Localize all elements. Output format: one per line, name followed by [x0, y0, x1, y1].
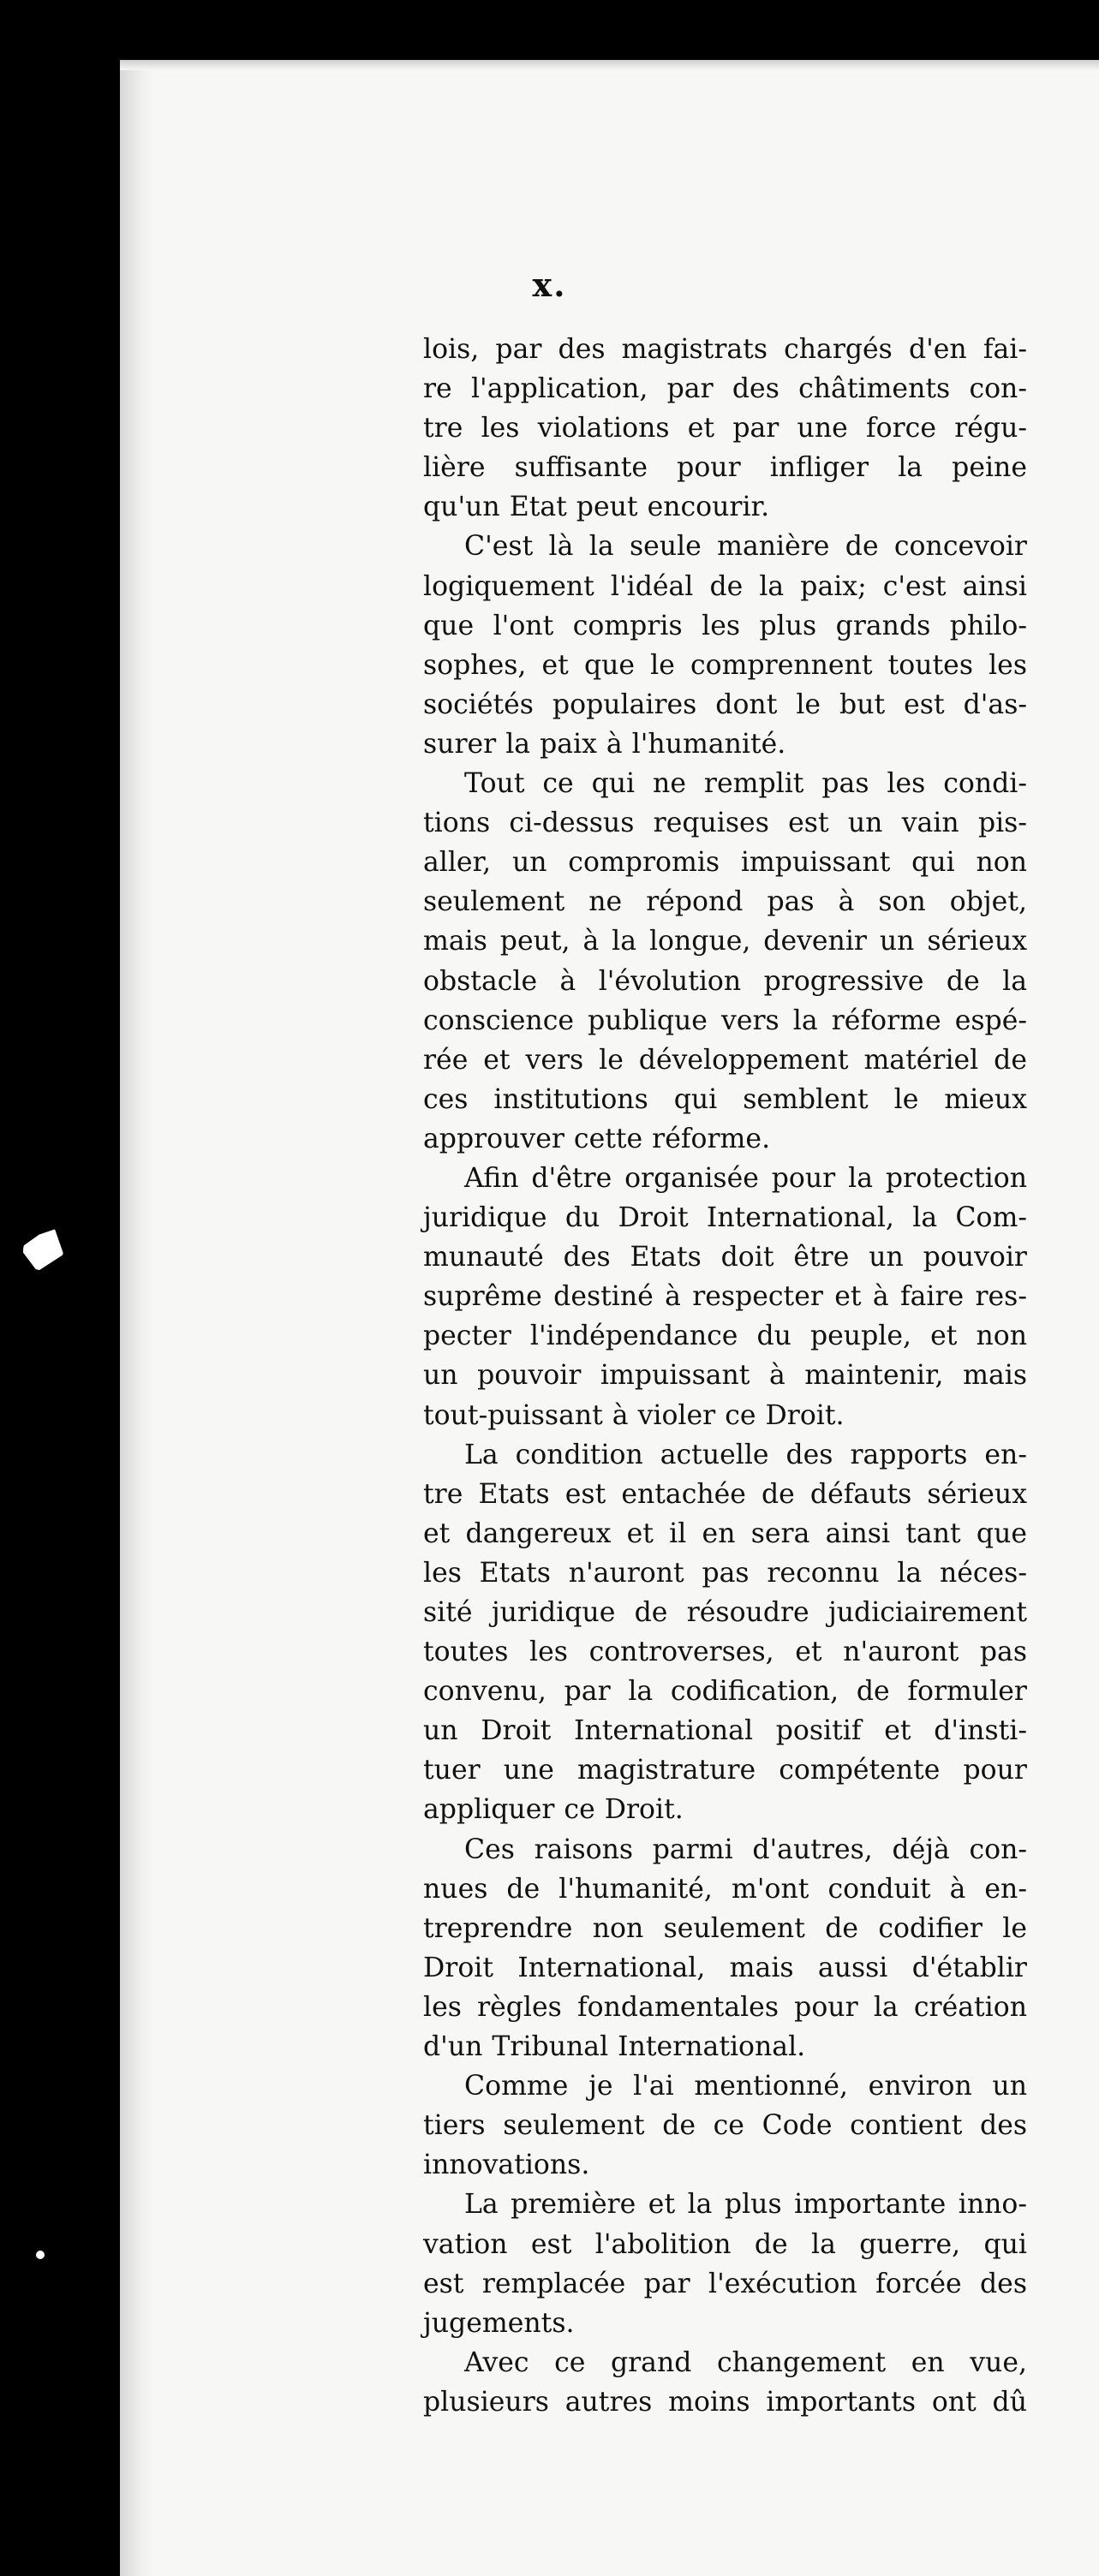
text-line: lière suffisante pour infliger la peine: [423, 452, 1027, 484]
text-line: approuver cette réforme.: [423, 1123, 771, 1154]
page-top-edge: [120, 60, 1099, 70]
text-line: aller, un compromis impuissant qui non: [423, 847, 1027, 879]
text-line: sophes, et que le comprennent toutes les: [423, 649, 1027, 681]
text-line: surer la paix à l'humanité.: [423, 728, 786, 760]
text-line: les Etats n'auront pas reconnu la néces-: [423, 1557, 1027, 1589]
text-line: est remplacée par l'exécution forcée des: [423, 2268, 1027, 2299]
page-edge-shadow: [120, 60, 154, 2576]
text-line: plusieurs autres moins importants ont dû: [423, 2386, 1027, 2418]
text-line: rée et vers le développement matériel de: [423, 1044, 1027, 1076]
scan-artifact-dot: [36, 2251, 45, 2259]
text-line: ces institutions qui semblent le mieux: [423, 1083, 1027, 1115]
text-line: tre Etats est entachée de défauts sérieux: [423, 1478, 1027, 1510]
text-line: qu'un Etat peut encourir.: [423, 492, 770, 523]
text-line: tions ci-dessus requises est un vain pis-: [423, 808, 1027, 839]
text-line: seulement ne répond pas à son objet,: [423, 886, 1027, 918]
text-line: La condition actuelle des rapports en-: [464, 1439, 1027, 1470]
text-line: re l'application, par des châtiments con-: [423, 373, 1027, 405]
scan-artifact-spot: [15, 1219, 73, 1279]
text-line: un Droit International positif et d'insti-: [423, 1715, 1027, 1747]
text-line: C'est là la seule manière de concevoir: [464, 531, 1027, 563]
body-text: [423, 330, 1027, 2422]
text-line: Afin d'être organisée pour la protection: [464, 1162, 1027, 1194]
text-line: treprendre non seulement de codifier le: [423, 1912, 1027, 1944]
text-line: pecter l'indépendance du peuple, et non: [423, 1321, 1027, 1352]
text-line: logiquement l'idéal de la paix; c'est ainsi: [423, 570, 1027, 602]
text-line: tout-puissant à violer ce Droit.: [423, 1399, 845, 1431]
text-line: nues de l'humanité, m'ont conduit à en-: [423, 1873, 1027, 1905]
text-line: Ces raisons parmi d'autres, déjà con-: [464, 1834, 1027, 1865]
text-line: jugements.: [423, 2307, 575, 2339]
text-line: tuer une magistrature compétente pour: [423, 1755, 1027, 1786]
text-line: Tout ce qui ne remplit pas les condi-: [464, 768, 1027, 800]
text-line: et dangereux et il en sera ainsi tant que: [423, 1518, 1027, 1549]
text-line: sité juridique de résoudre judiciairement: [423, 1597, 1027, 1628]
text-line: tre les violations et par une force régu-: [423, 413, 1027, 444]
text-line: juridique du Droit International, la Com-: [423, 1202, 1027, 1234]
text-line: munauté des Etats doit être un pouvoir: [423, 1242, 1027, 1273]
text-line: innovations.: [423, 2150, 590, 2181]
text-line: d'un Tribunal International.: [423, 2031, 806, 2063]
text-line: obstacle à l'évolution progressive de la: [423, 965, 1027, 997]
text-line: que l'ont compris les plus grands philo-: [423, 610, 1027, 641]
text-line: conscience publique vers la réforme espé-: [423, 1005, 1027, 1036]
page-number: x.: [532, 265, 567, 304]
text-line: Comme je l'ai mentionné, environ un: [464, 2071, 1027, 2102]
text-line: La première et la plus importante inno-: [464, 2189, 1027, 2221]
text-line: tiers seulement de ce Code contient des: [423, 2110, 1027, 2142]
text-line: convenu, par la codification, de formuler: [423, 1676, 1027, 1708]
text-line: mais peut, à la longue, devenir un sérieux: [423, 926, 1027, 957]
text-line: lois, par des magistrats chargés d'en fai-: [423, 334, 1027, 365]
text-line: sociétés populaires dont le but est d'as-: [423, 689, 1027, 720]
text-line: Avec ce grand changement en vue,: [464, 2346, 1027, 2378]
text-line: suprême destiné à respecter et à faire res-: [423, 1281, 1027, 1313]
text-line: un pouvoir impuissant à maintenir, mais: [423, 1360, 1027, 1392]
text-line: Droit International, mais aussi d'établir: [423, 1952, 1027, 1983]
text-line: toutes les controverses, et n'auront pas: [423, 1637, 1027, 1668]
text-line: vation est l'abolition de la guerre, qui: [423, 2228, 1027, 2260]
text-line: appliquer ce Droit.: [423, 1794, 684, 1826]
text-line: les règles fondamentales pour la création: [423, 1991, 1027, 2023]
